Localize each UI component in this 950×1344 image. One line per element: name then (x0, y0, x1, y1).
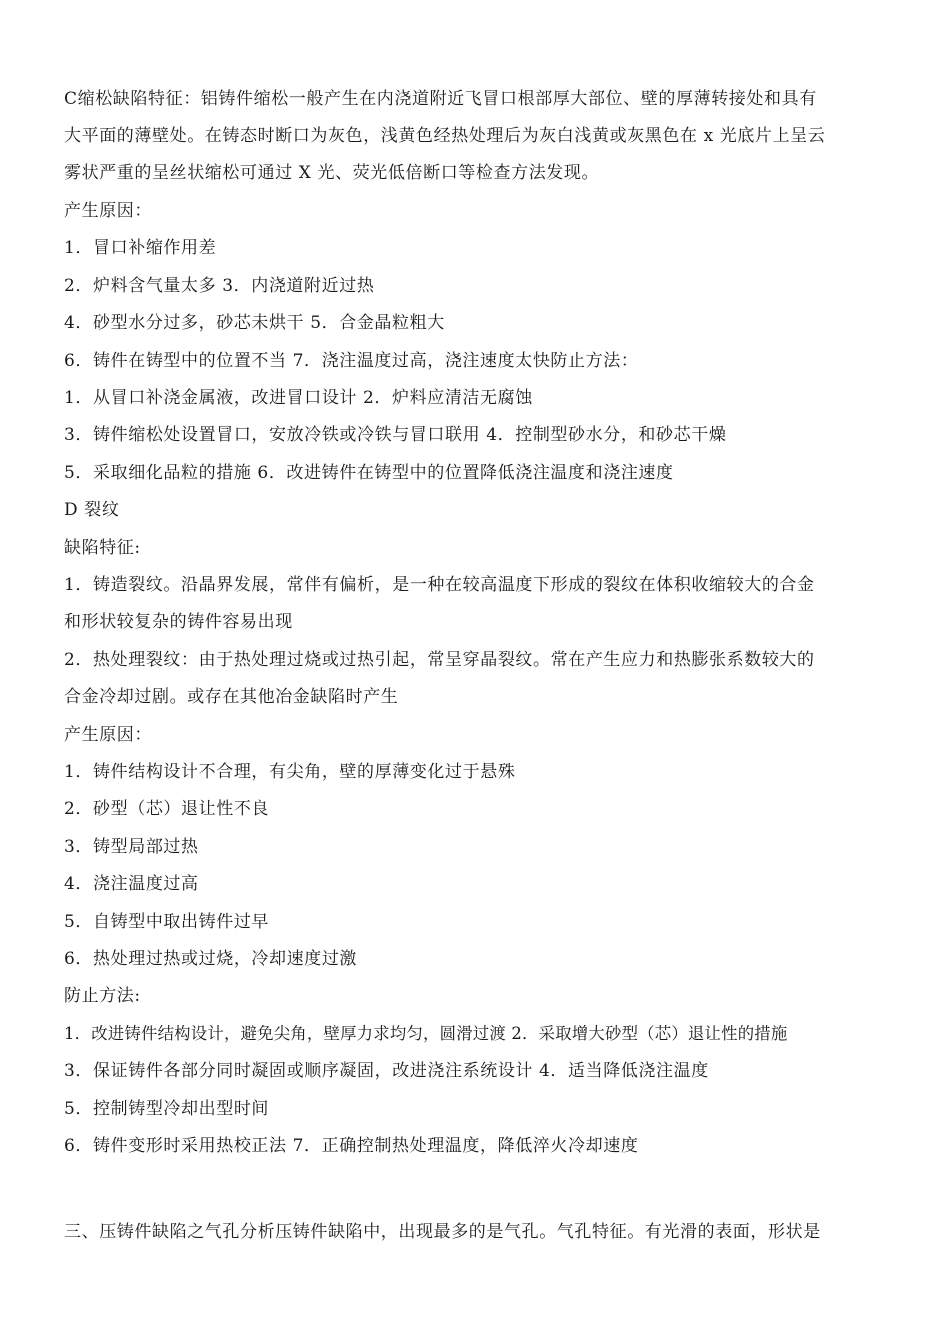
text-line: C缩松缺陷特征：铝铸件缩松一般产生在内浇道附近飞冒口根部厚大部位、壁的厚薄转接处和具有 (64, 89, 817, 109)
section-heading: D 裂纹 (64, 500, 120, 520)
list-item: 1．铸件结构设计不合理，有尖角，壁的厚薄变化过于悬殊 (64, 762, 516, 782)
list-item: 1．冒口补缩作用差 (64, 238, 217, 258)
list-item: 2．砂型（芯）退让性不良 (64, 799, 270, 819)
list-item: 1．铸造裂纹。沿晶界发展，常伴有偏析，是一种在较高温度下形成的裂纹在体积收缩较大的合金 (64, 575, 815, 595)
section-heading: 产生原因： (64, 725, 152, 745)
list-item: 1．从冒口补浇金属液，改进冒口设计 2．炉料应清洁无腐蚀 (64, 388, 533, 408)
list-item: 6．铸件变形时采用热校正法 7．正确控制热处理温度，降低淬火冷却速度 (64, 1136, 639, 1156)
section-heading: 防止方法: (64, 986, 141, 1006)
list-item: 4．砂型水分过多，砂芯未烘干 5．合金晶粒粗大 (64, 313, 445, 333)
section-heading: 缺陷特征: (64, 538, 141, 558)
list-item: 3．铸型局部过热 (64, 837, 199, 857)
text-line: 雾状严重的呈丝状缩松可通过 X 光、荧光低倍断口等检查方法发现。 (64, 163, 600, 183)
list-item: 3．铸件缩松处设置冒口，安放冷铁或冷铁与冒口联用 4．控制型砂水分，和砂芯干燥 (64, 425, 727, 445)
list-item: 5．控制铸型冷却出型时间 (64, 1099, 270, 1119)
list-item: 1．改进铸件结构设计，避免尖角，壁厚力求均匀，圆滑过渡 2．采取增大砂型（芯）退让性的措施 (64, 1024, 788, 1043)
list-item: 2．热处理裂纹：由于热处理过烧或过热引起，常呈穿晶裂纹。常在产生应力和热膨张系数较大的 (64, 650, 815, 670)
list-item: 6．铸件在铸型中的位置不当 7．浇注温度过高，浇注速度太快防止方法： (64, 351, 639, 371)
text-line: 和形状较复杂的铸件容易出现 (64, 612, 293, 632)
paragraph-line: 三、压铸件缺陷之气孔分析压铸件缺陷中，出现最多的是气孔。气孔特征。有光滑的表面，形状是 (64, 1222, 821, 1242)
section-heading: 产生原因： (64, 201, 152, 221)
list-item: 4．浇注温度过高 (64, 874, 199, 894)
text-line: 大平面的薄壁处。在铸态时断口为灰色，浅黄色经热处理后为灰白浅黄或灰黑色在 x 光底片上呈云 (64, 126, 826, 146)
list-item: 5．采取细化品粒的措施 6．改进铸件在铸型中的位置降低浇注温度和浇注速度 (64, 463, 674, 483)
list-item: 5．自铸型中取出铸件过早 (64, 912, 270, 932)
list-item: 3．保证铸件各部分同时凝固或顺序凝固，改进浇注系统设计 4．适当降低浇注温度 (64, 1061, 709, 1081)
list-item: 2．炉料含气量太多 3．内浇道附近过热 (64, 276, 375, 296)
list-item: 6．热处理过热或过烧，冷却速度过激 (64, 949, 358, 969)
text-line: 合金冷却过剧。或存在其他冶金缺陷时产生 (64, 687, 399, 707)
